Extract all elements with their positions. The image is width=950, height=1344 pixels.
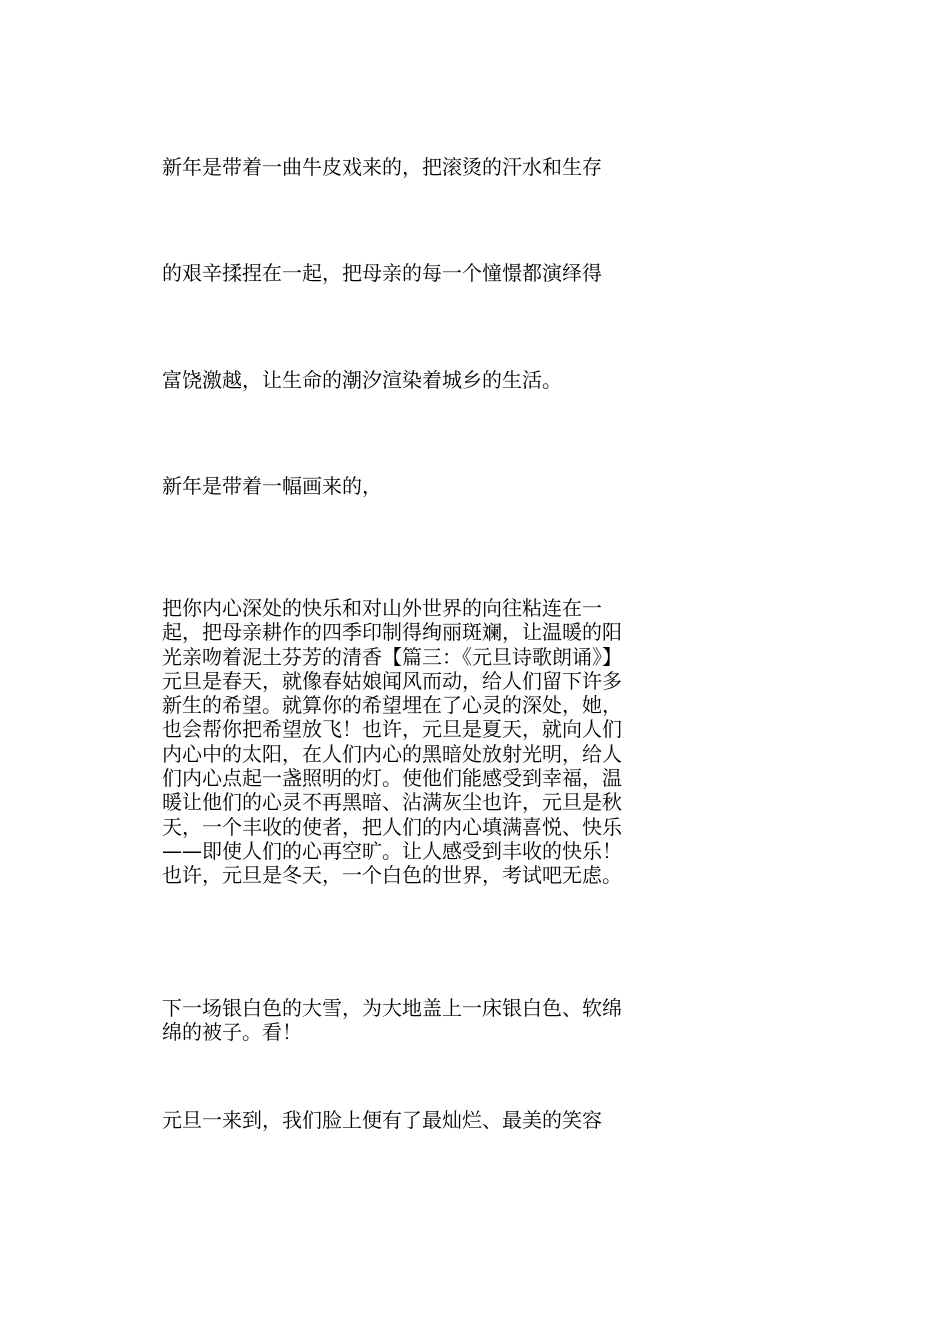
main-paragraph: 把你内心深处的快乐和对山外世界的向往粘连在一起，把母亲耕作的四季印制得绚丽斑斓，让温暖的阳光亲吻着泥土芬芳的清香【篇三：《元旦诗歌朗诵》】元旦是春天，就像春姑娘闻风而动，给人们留下许多新生的希望。就算你的希望埋在了心灵的深处，她，也会帮你把希望放飞！也许，元旦是夏天，就向人们内心中的太阳，在人们内心的黑暗处放射光明，给人们内心点起一盏照明的灯。使他们能感受到幸福，温暖让他们的心灵不再黑暗、沾满灰尘也许，元旦是秋天，一个丰收的使者，把人们的内心填满喜悦、快乐——即使人们的心再空旷。让人感受到丰收的快乐！也许，元旦是冬天，一个白色的世界，考试吧无虑。 xyxy=(162,596,622,888)
text-line-4: 新年是带着一幅画来的， xyxy=(162,474,382,498)
snow-paragraph: 下一场银白色的大雪，为大地盖上一床银白色、软绵绵的被子。看！ xyxy=(162,996,622,1045)
text-line-3: 富饶激越，让生命的潮汐渲染着城乡的生活。 xyxy=(162,368,562,392)
text-line-2: 的艰辛揉捏在一起，把母亲的每一个憧憬都演绎得 xyxy=(162,261,602,285)
last-line: 元旦一来到，我们脸上便有了最灿烂、最美的笑容 xyxy=(162,1108,602,1132)
text-line-1: 新年是带着一曲牛皮戏来的，把滚烫的汗水和生存 xyxy=(162,155,602,179)
